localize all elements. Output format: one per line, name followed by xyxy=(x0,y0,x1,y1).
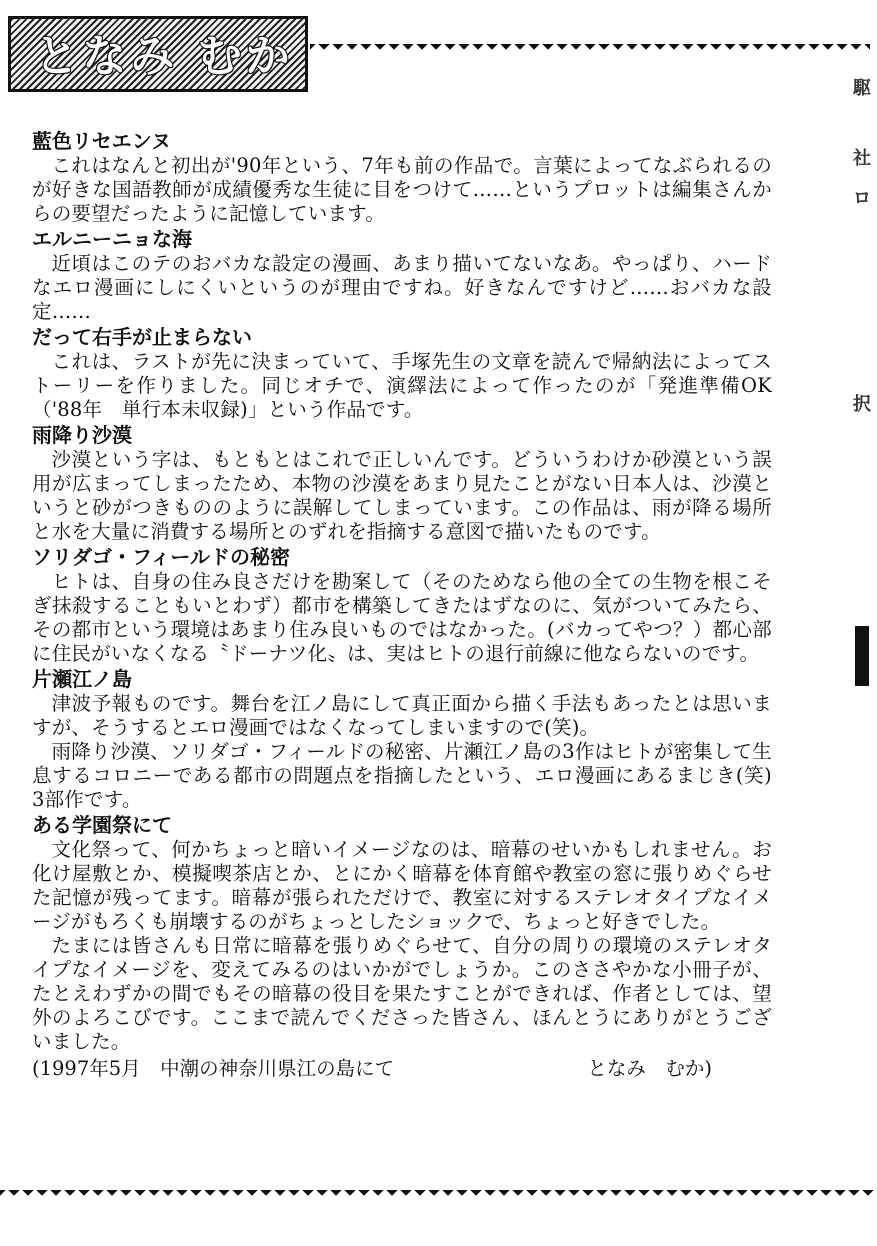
zigzag-border-top xyxy=(310,44,870,54)
section xyxy=(32,226,772,324)
paragraph: 文化祭って、何かちょっと暗いイメージなのは、暗幕のせいかもしれません。お化け屋敷とか、模擬喫茶店とか、とにかく暗幕を体育館や教室の窓に張りめぐらせた記憶が残ってます。暗幕が張られただけで、教室に対するステレオタイプなイメージがもろくも崩壊するのがちょっとしたショックで、ちょっと好きでした。 xyxy=(32,838,772,933)
signature-line xyxy=(32,1056,772,1082)
paragraph: 津波予報ものです。舞台を江ノ島にして真正面から描く手法もあったとは思いますが、そうするとエロ漫画ではなくなってしまいますので(笑)。 xyxy=(32,692,772,739)
paragraph: これは、ラストが先に決まっていて、手塚先生の文章を読んで帰納法によってストーリーを作りました。同じオチで、演繹法によって作ったのが「発進準備OK（'88年 単行本未収録)」という作品です。 xyxy=(32,350,772,421)
section-title: だって右手が止まらない xyxy=(32,325,252,349)
section-title: 片瀬江ノ島 xyxy=(32,667,132,691)
section xyxy=(32,324,772,422)
section-title: ある学園祭にて xyxy=(32,813,172,837)
side-glyph: 駆 xyxy=(853,78,871,99)
section-title: 藍色リセエンヌ xyxy=(32,129,171,153)
paragraph: これはなんと初出が'90年という、7年も前の作品で。言葉によってなぶられるのが好きな国語教師が成績優秀な生徒に目をつけて……というプロットは編集さんからの要望だったように記憶しています。 xyxy=(32,154,772,225)
section xyxy=(32,812,772,1054)
section xyxy=(32,422,772,544)
section xyxy=(32,128,772,226)
section-title: 雨降り沙漠 xyxy=(32,423,132,447)
section-title: ソリダゴ・フィールドの秘密 xyxy=(32,545,290,569)
signature-author: となみ むか) xyxy=(587,1057,712,1080)
paragraph: ヒトは、自身の住み良さだけを勘案して（そのためなら他の全ての生物を根こそぎ抹殺することもいとわず）都市を構築してきたはずなのに、気がついてみたら、その都市という環境はあまり住み良いものではなかった。(バカってやつ？）都心部に住民がいなくなる〝ドーナツ化〟は、実はヒトの退行前線に他ならないのです。 xyxy=(32,570,772,665)
paragraph: 近頃はこのテのおバカな設定の漫画、あまり描いてないなあ。やっぱり、ハードなエロ漫画にしにくいというのが理由ですね。好きなんですけど……おバカな設定…… xyxy=(32,252,772,323)
section xyxy=(32,544,772,666)
zigzag-border-bottom xyxy=(0,1190,877,1200)
article-body xyxy=(32,128,772,1082)
signature-date-place: (1997年5月 中潮の神奈川県江の島にて xyxy=(32,1057,395,1080)
side-mark xyxy=(855,626,869,686)
page-title: となみ むか xyxy=(34,31,294,82)
paragraph: 雨降り沙漠、ソリダゴ・フィールドの秘密、片瀬江ノ島の3作はヒトが密集して生息するコロニーである都市の問題点を指摘したという、エロ漫画にあるまじき(笑) 3部作です。 xyxy=(32,740,772,811)
section xyxy=(32,666,772,812)
paragraph: たまには皆さんも日常に暗幕を張りめぐらせて、自分の周りの環境のステレオタイプなイメージを、変えてみるのはいかがでしょうか。このささやかな小冊子が、たとえわずかの間でもその暗幕の役目を果たすことができれば、作者としては、望外のよろこびです。ここまで読んでくださった皆さん、ほんとうにありがとうございました。 xyxy=(32,934,772,1053)
paragraph: 沙漠という字は、もともとはこれで正しいんです。どういうわけか砂漠という誤用が広まってしまったため、本物の沙漠をあまり見たことがない日本人は、沙漠というと砂がつきもののように誤解してしまっています。この作品は、雨が降る場所と水を大量に消費する場所とのずれを指摘する意図で描いたものです。 xyxy=(32,448,772,543)
section-title: エルニーニョな海 xyxy=(32,227,192,251)
side-glyph: 社 xyxy=(853,148,871,169)
adjacent-page-edge xyxy=(837,60,877,1180)
side-glyph: 択 xyxy=(853,394,871,415)
side-glyph: ロ xyxy=(853,188,871,209)
